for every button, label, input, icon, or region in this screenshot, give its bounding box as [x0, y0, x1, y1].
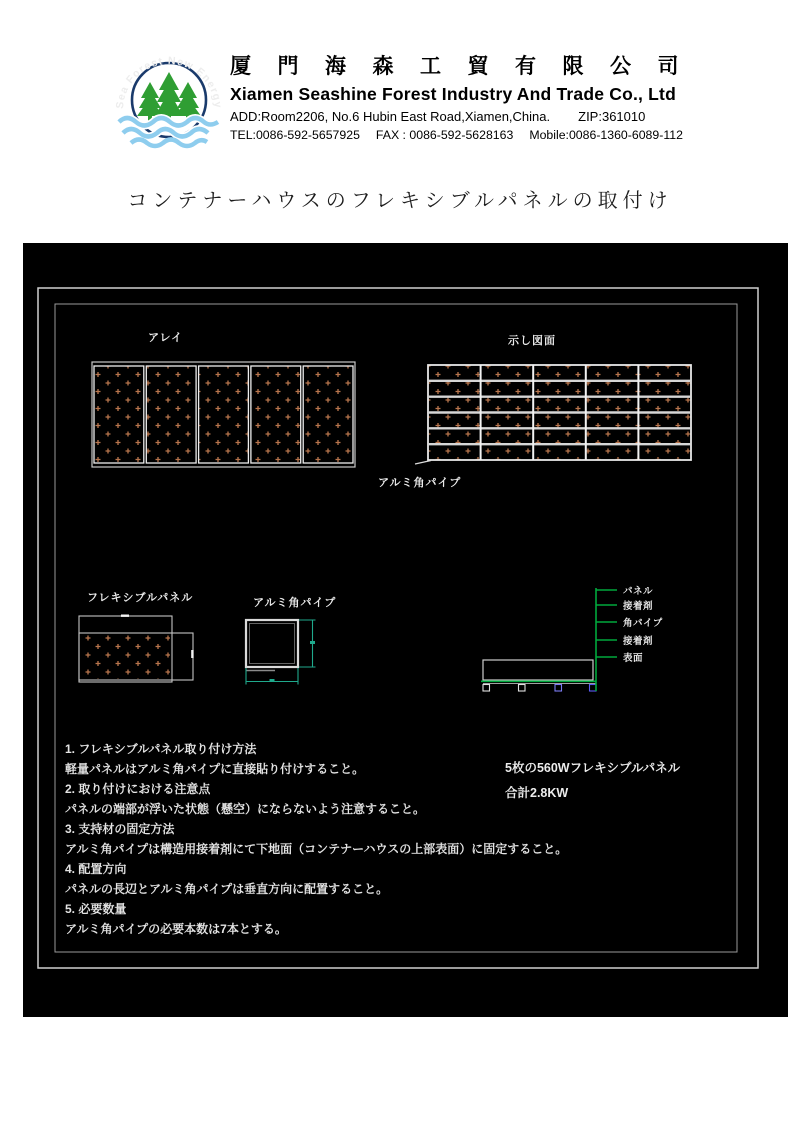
wave-icon: [119, 118, 218, 146]
array-label: アレイ: [148, 332, 184, 344]
note-line: パネルの端部が浮いた状態（懸空）にならないよう注意すること。: [65, 802, 426, 816]
layer-label-surface: 表面: [623, 653, 644, 664]
layout-label: 示し図面: [508, 335, 556, 347]
company-zip: ZIP:361010: [578, 109, 646, 124]
note-line: アルミ角パイプの必要本数は7本とする。: [65, 922, 287, 936]
note-line: アルミ角パイプは構造用接着剤にて下地面（コンテナーハウスの上部表面）に固定すること。: [65, 842, 568, 856]
note-line: 4. 配置方向: [65, 862, 127, 876]
pipe-section-label: アルミ角パイプ: [253, 597, 337, 609]
company-mobile: Mobile:0086-1360-6089-112: [529, 128, 683, 142]
layer-label-adhesive-1: 接着剤: [623, 601, 654, 612]
company-address-line: [230, 109, 695, 124]
logo-arc-text: Sea Forest New Energy: [113, 54, 225, 110]
dimension-lines: [246, 620, 316, 685]
company-name-cn: 厦門海森工貿有限公司: [230, 55, 705, 78]
company-address: ADD:Room2206, No.6 Hubin East Road,Xiamen,China.: [230, 109, 551, 124]
company-fax: FAX : 0086-592-5628163: [375, 128, 514, 142]
callout-lines: [596, 588, 617, 691]
pipe-label: アルミ角パイプ: [378, 477, 462, 489]
company-tel: TEL:0086-592-5657925: [230, 128, 360, 142]
company-contact-line: [230, 128, 695, 142]
array-drawing: [92, 331, 355, 467]
layer-label-panel: パネル: [623, 586, 654, 597]
company-logo: [113, 42, 225, 150]
spec-line-panels: 5枚の560Wフレキシブルパネル: [505, 761, 681, 775]
panel-drawing: [79, 591, 194, 682]
cross-section-drawing: [481, 585, 663, 691]
pipe-section-drawing: [246, 595, 336, 685]
note-line: 1. フレキシブルパネル取り付け方法: [65, 742, 257, 756]
panel-spec: [505, 756, 680, 806]
note-line: 軽量パネルはアルミ角パイプに直接貼り付けすること。: [65, 762, 365, 776]
note-line: 3. 支持材の固定方法: [65, 822, 175, 836]
cad-drawing-area: [23, 243, 788, 1017]
layout-drawing: [378, 333, 691, 489]
layer-label-adhesive-2: 接着剤: [623, 636, 654, 647]
pipe-squares: [483, 685, 596, 692]
company-name-en: Xiamen Seashine Forest Industry And Trade Co., Ltd: [230, 84, 676, 104]
note-line: 5. 必要数量: [65, 902, 127, 916]
layer-label-pipe: 角パイプ: [623, 618, 663, 629]
spec-line-total: 合計2.8KW: [505, 786, 569, 800]
note-line: 2. 取り付けにおける注意点: [65, 782, 211, 796]
panel-label: フレキシブルパネル: [87, 592, 194, 604]
document-title: コンテナーハウスのフレキシブルパネルの取付け: [127, 190, 673, 212]
note-line: パネルの長辺とアルミ角パイプは垂直方向に配置すること。: [65, 882, 389, 896]
company-header: [230, 50, 705, 142]
pipe-leader-line: [415, 461, 431, 465]
